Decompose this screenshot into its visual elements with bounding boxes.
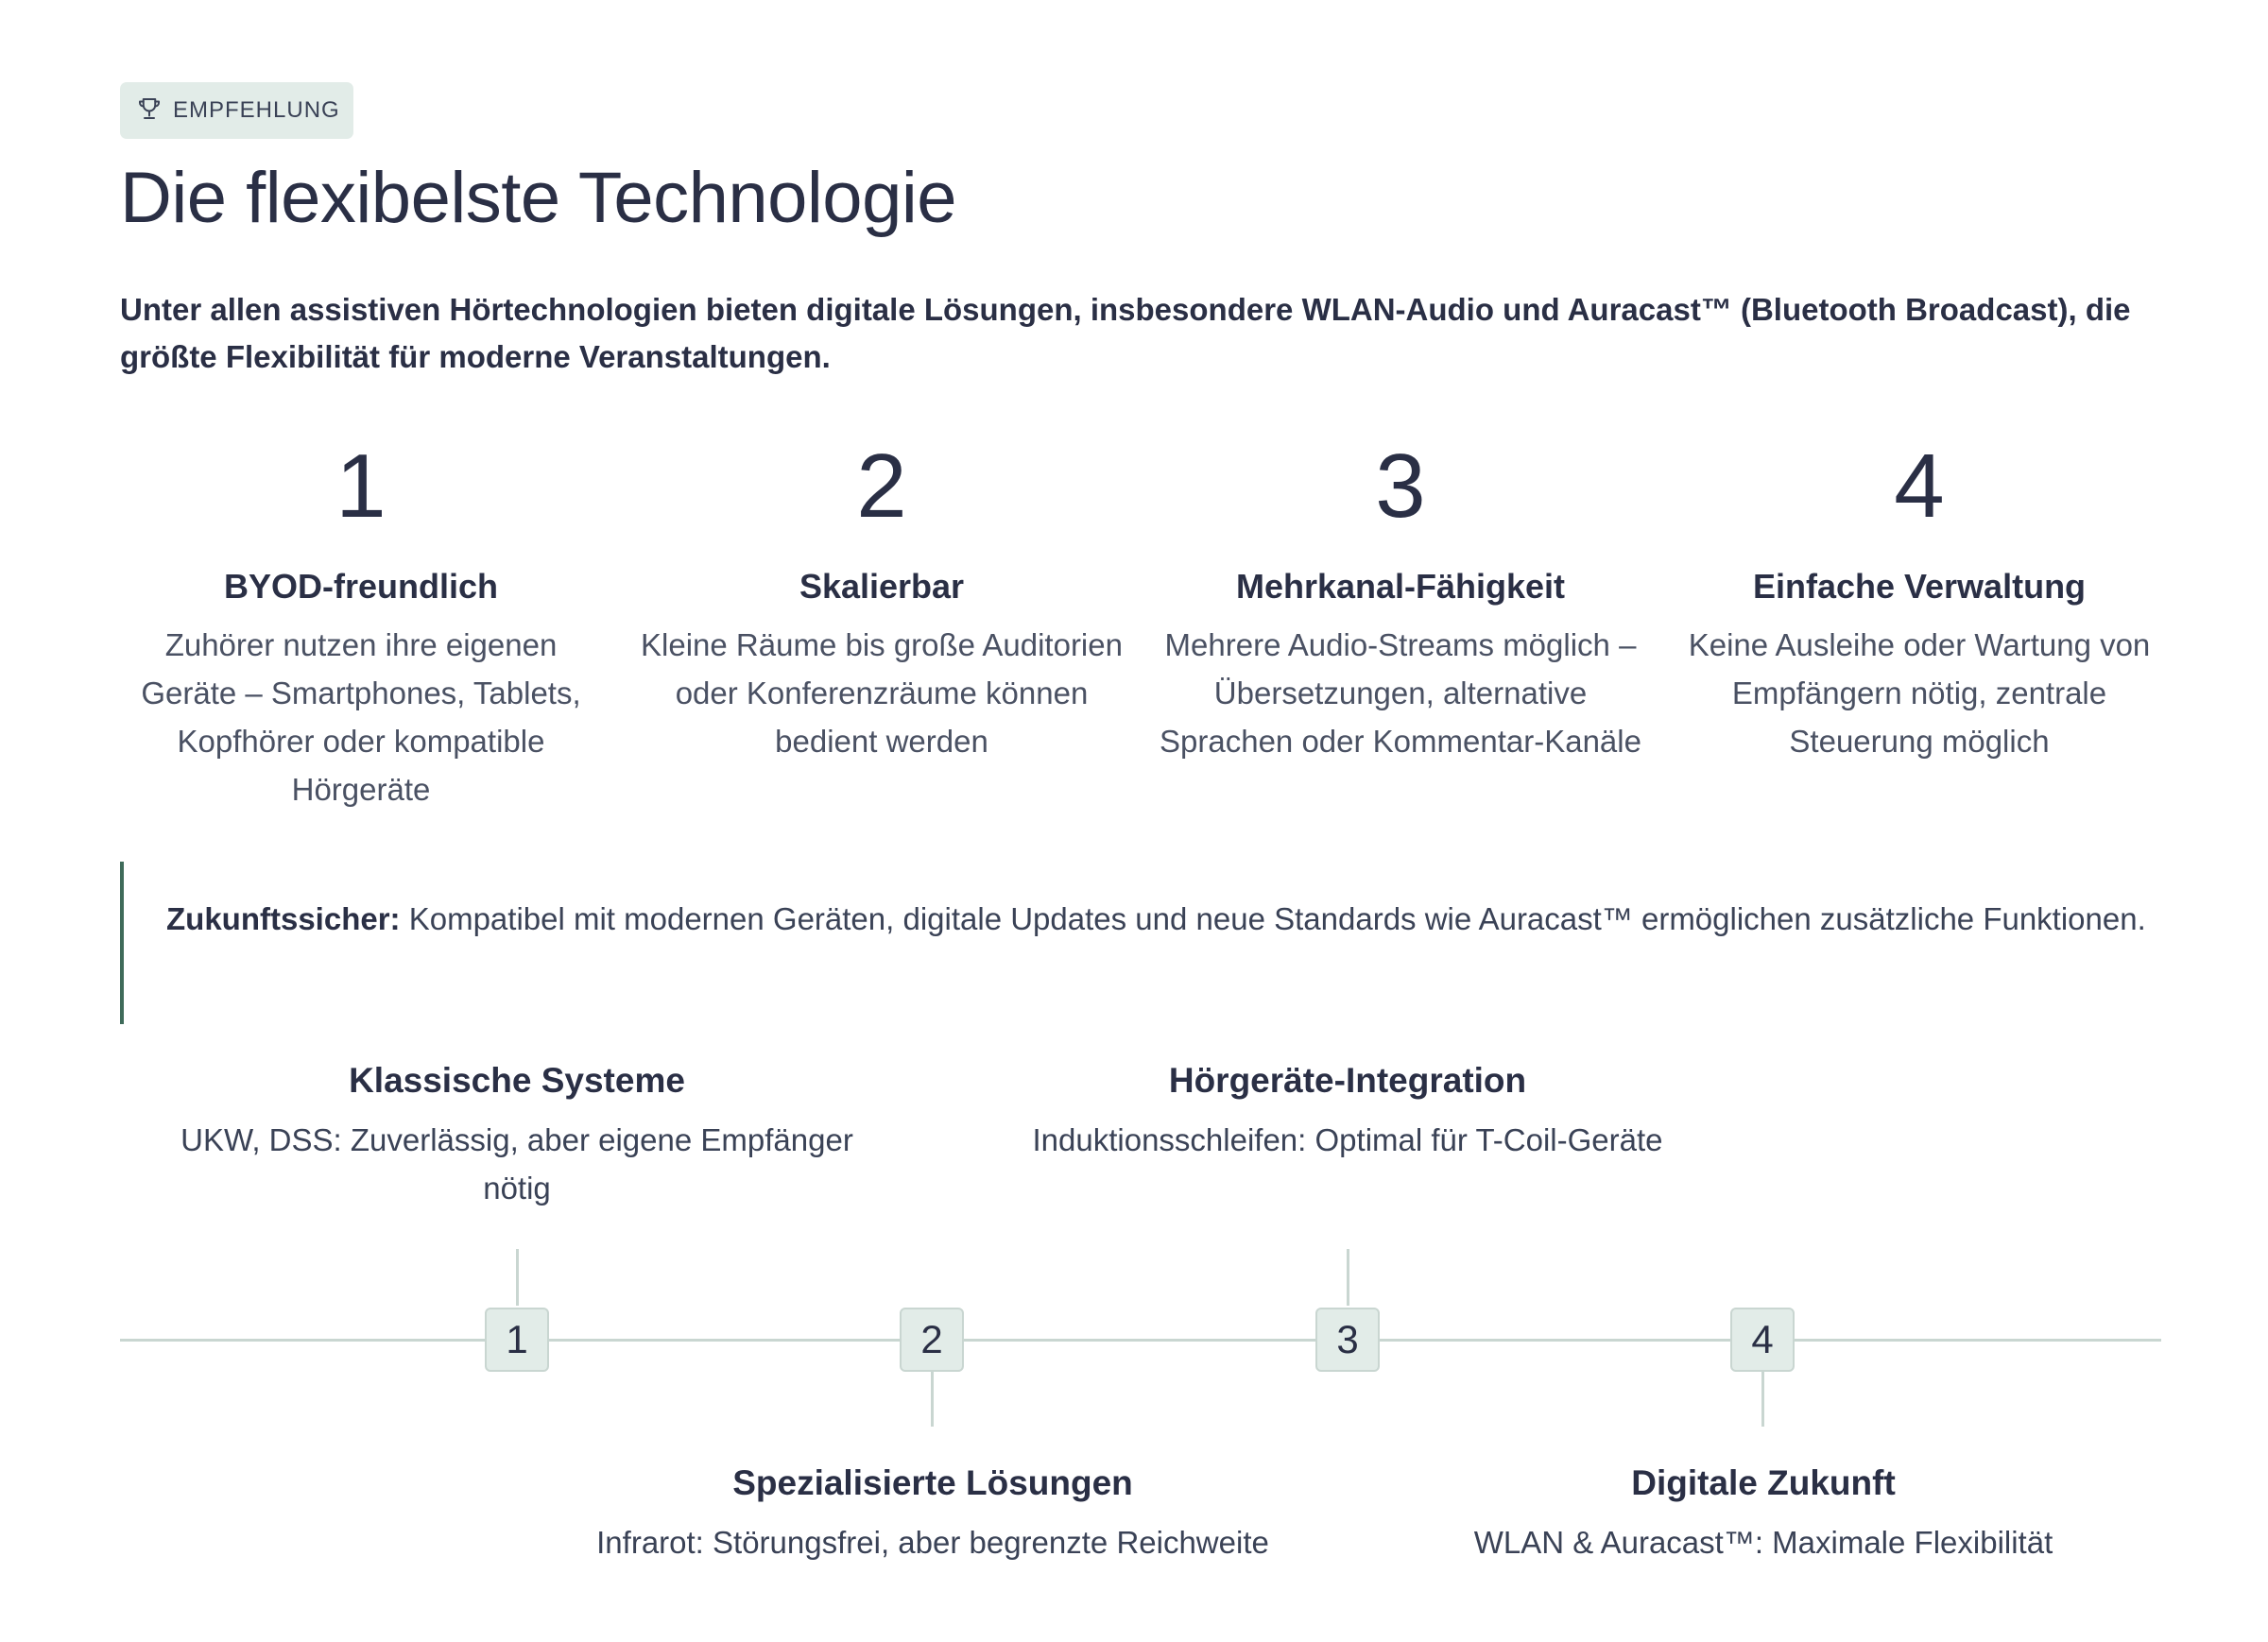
feature-title: Einfache Verwaltung [1752, 567, 2087, 606]
future-proof-callout [120, 862, 2161, 1024]
timeline-event [1404, 1460, 2122, 1566]
timeline-event-description: Induktionsschleifen: Optimal für T-Coil-Geräte [1032, 1122, 1663, 1157]
timeline-event-title: Hörgeräte-Integration [1168, 1061, 1527, 1100]
callout-label: Zukunftssicher: [166, 901, 401, 936]
feature-description: Keine Ausleihe oder Wartung von Empfängern nötig, zentrale Steuerung möglich [1688, 627, 2151, 759]
timeline-event [988, 1057, 1707, 1164]
feature-description: Mehrere Audio-Streams möglich – Übersetzungen, alternative Sprachen oder Kommentar-Kanäle [1160, 627, 1641, 759]
timeline-node: 1 [485, 1308, 549, 1372]
feature-number: 1 [335, 436, 387, 537]
page-title: Die flexibelste Technologie [120, 158, 956, 238]
feature-item [1674, 430, 2165, 765]
timeline-line [120, 1339, 2161, 1342]
feature-item [1155, 430, 1646, 765]
badge-label: EMPFEHLUNG [173, 97, 340, 123]
callout-text: Kompatibel mit modernen Geräten, digitale Updates und neue Standards wie Auracast™ ermöglichen zusätzliche Funktionen. [400, 901, 2146, 936]
timeline-event [574, 1460, 1292, 1566]
feature-title: Mehrkanal-Fähigkeit [1235, 567, 1566, 606]
timeline-connector [1761, 1370, 1764, 1427]
recommendation-badge [120, 82, 353, 139]
trophy-icon [135, 94, 163, 128]
feature-number: 2 [856, 436, 907, 537]
feature-number: 4 [1894, 436, 1945, 537]
feature-item [115, 430, 607, 813]
feature-number: 3 [1375, 436, 1426, 537]
timeline-event [158, 1057, 876, 1212]
timeline-event-title: Klassische Systeme [349, 1061, 685, 1100]
feature-title: Skalierbar [799, 567, 965, 606]
timeline-connector [1347, 1249, 1349, 1306]
timeline-event-title: Spezialisierte Lösungen [732, 1463, 1133, 1502]
feature-title: BYOD-freundlich [223, 567, 498, 606]
timeline-node: 3 [1315, 1308, 1380, 1372]
intro-text: Unter allen assistiven Hörtechnologien bieten digitale Lösungen, insbesondere WLAN-Audio und Auracast™ (Bluetooth Broadcast), die größte Flexibilität für moderne Veranstaltungen. [120, 292, 2131, 374]
feature-item [636, 430, 1127, 765]
timeline-event-title: Digitale Zukunft [1631, 1463, 1896, 1502]
timeline-node: 2 [900, 1308, 964, 1372]
feature-description: Zuhörer nutzen ihre eigenen Geräte – Smartphones, Tablets, Kopfhörer oder kompatible Hörgeräte [141, 627, 581, 807]
feature-description: Kleine Räume bis große Auditorien oder Konferenzräume können bedient werden [641, 627, 1123, 759]
timeline-event-description: WLAN & Auracast™: Maximale Flexibilität [1473, 1525, 2053, 1560]
timeline-connector [516, 1249, 519, 1306]
timeline-node: 4 [1730, 1308, 1795, 1372]
timeline-connector [931, 1370, 934, 1427]
timeline-event-description: UKW, DSS: Zuverlässig, aber eigene Empfänger nötig [180, 1122, 853, 1206]
timeline-event-description: Infrarot: Störungsfrei, aber begrenzte Reichweite [596, 1525, 1269, 1560]
